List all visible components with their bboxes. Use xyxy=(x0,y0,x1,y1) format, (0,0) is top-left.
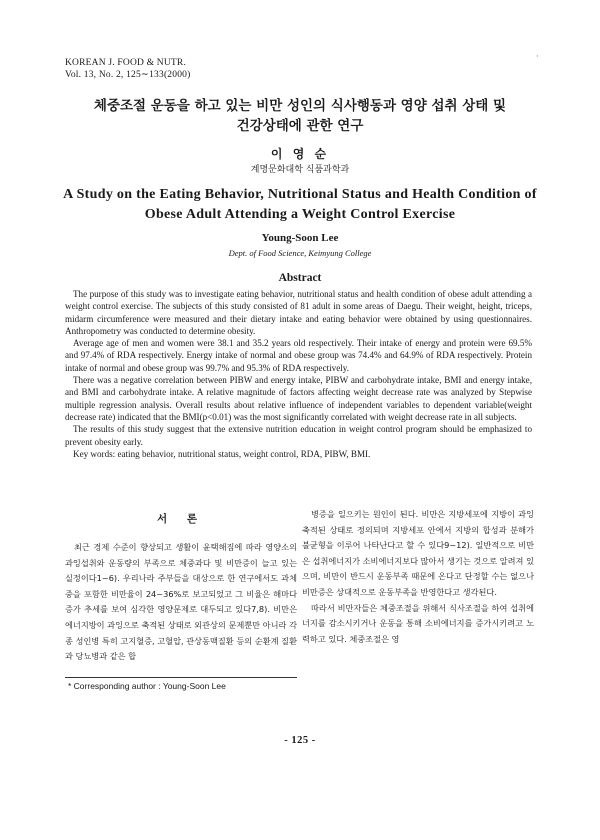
korean-title xyxy=(40,96,560,136)
journal-name: KOREAN J. FOOD & NUTR. xyxy=(65,58,187,68)
footnote-divider xyxy=(65,677,297,678)
abstract-paragraph: The results of this study suggest that the extensive nutrition education in weight control program should be emphasized to prevent obesity early. xyxy=(65,424,532,447)
english-title xyxy=(40,185,560,225)
page-number: - 125 - xyxy=(284,735,316,746)
korean-author: 이 영 순 xyxy=(270,147,330,161)
english-author: Young-Soon Lee xyxy=(261,232,339,244)
body-paragraph: 최근 경제 수준이 향상되고 생활이 윤택해짐에 따라 영양소의 과잉섭취와 운동량의 부족으로 체중과다 및 비만증이 늘고 있는 실정이다1~6). 우리나라 주부들을 대상으로 한 연구에서도 과체중을 포함한 비만율이 24~36%로 보고되었고 그 비율은 해마다 증가 추세를 보여 심각한 영양문제로 대두되고 있다7,8). 비만은 에너지방이 과잉으로 축적된 상태로 외관상의 문제뿐만 아니라 각종 성인병 특히 고지혈증, 고혈압, 관상동맥질환 등의 순환계 질환과 당뇨병과 같은 합 xyxy=(65,542,297,662)
body-paragraph: 병증을 일으키는 원인이 된다. 비만은 지방세포에 지방이 과잉 축적된 상태로 정의되며 지방세포 안에서 지방의 합성과 분해가 불균형을 이루어 나타난다고 할 수 있다9~12). 일반적으로 비만은 섭취에너지가 소비에너지보다 많아서 생기는 것으로 알려져 있으며, 비만이 반드시 운동부족 때문에 온다고 단정할 수는 없으나 비만증은 상대적으로 운동부족을 반영한다고 생각된다. xyxy=(302,509,534,597)
scan-mark: · xyxy=(536,52,539,61)
corresponding-author-footnote: * Corresponding author : Young-Soon Lee xyxy=(68,681,226,691)
abstract-paragraph: The purpose of this study was to investigate eating behavior, nutritional status and health condition of obese adult attending a weight control exercise. The subjects of this study consisted of 81 adult in some areas of Daegu. Their weight, height, triceps, midarm circumference were measured and their dietary intake and eating behavior were obtained by using questionnaires. Anthropometry was conducted to determine obesity. xyxy=(65,289,532,336)
abstract-heading: Abstract xyxy=(278,272,322,284)
korean-title-line1: 체중조절 운동을 하고 있는 비만 성인의 식사행동과 영양 섭취 상태 및 xyxy=(93,98,507,114)
left-column xyxy=(65,540,297,665)
journal-volume: Vol. 13, No. 2, 125∼133(2000) xyxy=(65,70,191,80)
english-title-line2: Obese Adult Attending a Weight Control Exercise xyxy=(144,207,456,222)
body-paragraph: 따라서 비만자들은 체중조절을 위해서 식사조절을 하여 섭취에너지를 감소시키거나 운동을 통해 소비에너지를 증가시키려고 노력하고 있다. 체중조절은 영 xyxy=(302,602,534,644)
english-affiliation: Dept. of Food Science, Keimyung College xyxy=(228,248,372,258)
journal-citation xyxy=(65,57,190,81)
abstract-paragraph: There was a negative correlation between PIBW and energy intake, PIBW and carbohydrate intake, BMI and energy intake, and BMI and carbohydrate intake. A relative magnitude of factors affecting weight decrease rate was analyzed by Stepwise multiple regression analysis. Overall results about relative influence of independent variables to dependent variable(weight decrease rate) indicated that the BMI(p<0.01) was the most significantly correlated with weight decrease rate in all subjects. xyxy=(65,375,532,422)
abstract-body xyxy=(65,288,532,460)
abstract-paragraph: Average age of men and women were 38.1 and 35.2 years old respectively. Their intake of energy and protein were 69.5% and 97.4% of RDA respectively. Energy intake of normal and obese group was 74.4% and 64.9% of RDA respectively. Protein intake of normal and obese group was 99.7% and 95.3% of RDA respectively. xyxy=(65,338,532,373)
keywords: Key words: eating behavior, nutritional status, weight control, RDA, PIBW, BMI. xyxy=(73,448,371,459)
english-title-line1: A Study on the Eating Behavior, Nutritional Status and Health Condition of xyxy=(63,187,537,202)
section-heading-introduction: 서 론 xyxy=(157,513,205,525)
korean-title-line2: 건강상태에 관한 연구 xyxy=(236,118,364,134)
right-column xyxy=(302,507,534,647)
korean-affiliation: 계명문화대학 식품과학과 xyxy=(250,165,350,175)
